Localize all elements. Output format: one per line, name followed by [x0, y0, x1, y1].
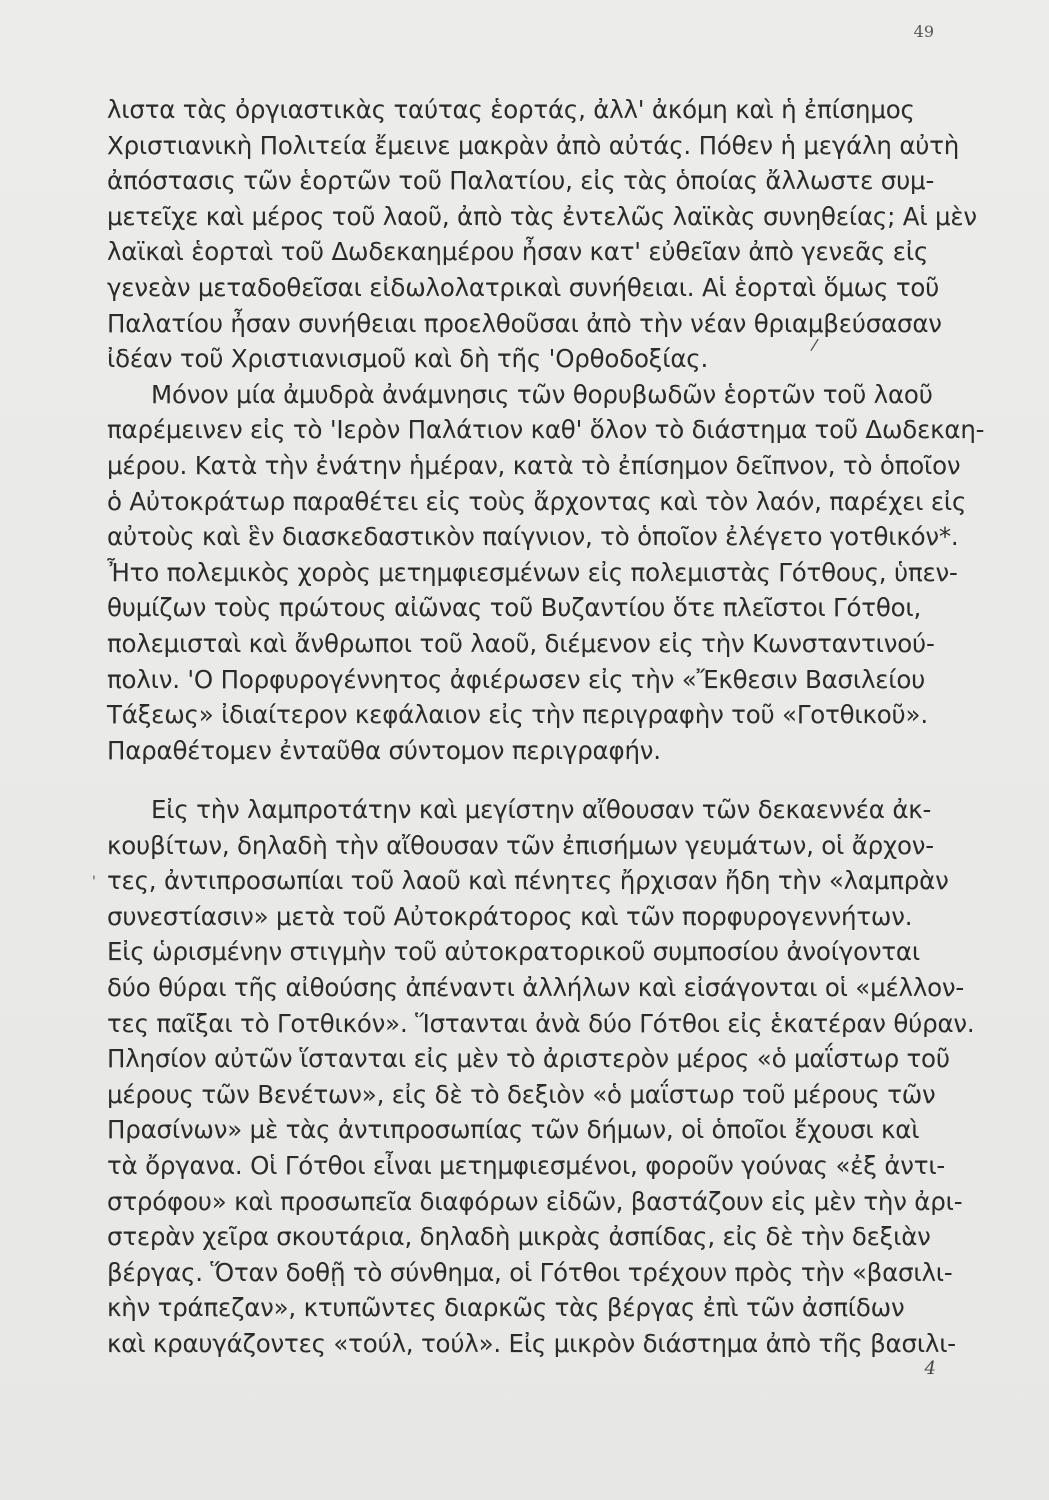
text-line: καὶ κραυγάζοντες «τούλ, τούλ». Εἰς μικρὸν διάστημα ἀπὸ τῆς βασιλι- [107, 1328, 956, 1358]
text-line: θυμίζων τοὺς πρώτους αἰῶνας τοῦ Βυζαντίου ὅτε πλεῖστοι Γότθοι, [107, 593, 922, 623]
paragraph-2 [107, 377, 985, 769]
text-line: μέρου. Κατὰ τὴν ἐνάτην ἡμέραν, κατὰ τὸ ἐπίσημον δεῖπνον, τὸ ὁποῖον [107, 450, 961, 480]
text-line: μετεῖχε καὶ μέρος τοῦ λαοῦ, ἀπὸ τὰς ἐντελῶς λαϊκὰς συνηθείας; Αἱ μὲν [107, 201, 977, 231]
text-line: λιστα τὰς ὀργιαστικὰς ταύτας ἑορτάς, ἀλλ' ἀκόμη καὶ ἡ ἐπίσημος [107, 95, 915, 124]
text-line: γενεὰν μεταδοθεῖσαι εἰδωλολατρικαὶ συνήθειαι. Αἱ ἑορταὶ ὅμως τοῦ [107, 272, 940, 302]
text-line: Τάξεως» ἰδιαίτερον κεφάλαιον εἰς τὴν περιγραφὴν τοῦ «Γοτθικοῦ». [107, 700, 928, 730]
paragraph-3 [107, 792, 975, 1362]
paragraph-1 [107, 92, 977, 377]
text-line: στερὰν χεῖρα σκουτάρια, δηλαδὴ μικρὰς ἀσπίδας, εἰς δὲ τὴν δεξιὰν [107, 1222, 931, 1252]
text-line: συνεστίασιν» μετὰ τοῦ Αὐτοκράτορος καὶ τῶν πορφυρογεννήτων. [107, 901, 913, 931]
text-line: λαϊκαὶ ἑορταὶ τοῦ Δωδεκαημέρου ἦσαν κατ' εὐθεῖαν ἀπὸ γενεᾶς εἰς [107, 237, 929, 267]
text-line: Εἰς ὡρισμένην στιγμὴν τοῦ αὐτοκρατορικοῦ συμποσίου ἀνοίγονται [107, 937, 920, 967]
text-line: αὐτοὺς καὶ ἓν διασκεδαστικὸν παίγνιον, τὸ ὁποῖον ἐλέγετο γοτθικόν*. [107, 522, 959, 552]
text-line: ἰδέαν τοῦ Χριστιανισμοῦ καὶ δὴ τῆς 'Ορθοδοξίας. [107, 344, 709, 374]
text-line: Χριστιανικὴ Πολιτεία ἔμεινε μακρὰν ἀπὸ αὐτάς. Πόθεν ἡ μεγάλη αὐτὴ [107, 130, 960, 160]
page-number: 49 [913, 22, 934, 41]
text-line: στρόφου» καὶ προσωπεῖα διαφόρων εἰδῶν, βαστάζουν εἰς μὲν τὴν ἀρι- [107, 1186, 963, 1216]
text-line: τὰ ὄργανα. Οἱ Γότθοι εἶναι μετημφιεσμένοι, φοροῦν γούνας «ἐξ ἀντι- [107, 1150, 946, 1180]
text-line: Μόνον μία ἀμυδρὰ ἀνάμνησις τῶν θορυβωδῶν ἑορτῶν τοῦ λαοῦ [151, 379, 933, 409]
text-line: Ἦτο πολεμικὸς χορὸς μετημφιεσμένων εἰς πολεμιστὰς Γότθους, ὑπεν- [107, 557, 958, 587]
text-line: ἀπόστασις τῶν ἑορτῶν τοῦ Παλατίου, εἰς τὰς ὁποίας ἄλλωστε συμ- [107, 166, 935, 196]
text-line: Παλατίου ἦσαν συνήθειαι προελθοῦσαι ἀπὸ τὴν νέαν θριαμβεύσασαν [107, 308, 942, 338]
text-line: δύο θύραι τῆς αἰθούσης ἀπέναντι ἀλλήλων καὶ εἰσάγονται οἱ «μέλλον- [107, 972, 965, 1002]
text-line: πολεμισταὶ καὶ ἄνθρωποι τοῦ λαοῦ, διέμενον εἰς τὴν Κωνσταντινού- [107, 628, 935, 658]
text-line: κουβίτων, δηλαδὴ τὴν αἴθουσαν τῶν ἐπισήμων γευμάτων, οἱ ἄρχον- [107, 830, 934, 860]
text-line: μέρους τῶν Βενέτων», εἰς δὲ τὸ δεξιὸν «ὁ μαΐστωρ τοῦ μέρους τῶν [107, 1079, 936, 1109]
text-line: παρέμεινεν εἰς τὸ 'Ιερὸν Παλάτιον καθ' ὅλον τὸ διάστημα τοῦ Δωδεκαη- [107, 415, 985, 445]
main-text-top [107, 92, 985, 768]
text-line: Εἰς τὴν λαμπροτάτην καὶ μεγίστην αἴθουσαν τῶν δεκαεννέα ἀκ- [151, 795, 932, 824]
text-line: κὴν τράπεζαν», κτυπῶντες διαρκῶς τὰς βέργας ἐπὶ τῶν ἀσπίδων [107, 1293, 905, 1323]
page-signature: 4 [924, 1358, 936, 1379]
main-text-bottom [107, 792, 975, 1362]
text-line: Πρασίνων» μὲ τὰς ἀντιπροσωπίας τῶν δήμων, οἱ ὁποῖοι ἔχουσι καὶ [107, 1115, 920, 1145]
text-line: τες, ἀντιπροσωπίαι τοῦ λαοῦ καὶ πένητες ἤρχισαν ἤδη τὴν «λαμπρὰν [107, 866, 949, 896]
text-line: Παραθέτομεν ἐνταῦθα σύντομον περιγραφήν. [107, 735, 661, 765]
text-line: πολιν. 'Ο Πορφυρογέννητος ἀφιέρωσεν εἰς τὴν «Ἔκθεσιν Βασιλείου [107, 664, 926, 694]
pen-mark: / [809, 334, 820, 355]
text-line: Πλησίον αὐτῶν ἵστανται εἰς μὲν τὸ ἀριστερὸν μέρος «ὁ μαΐστωρ τοῦ [107, 1044, 950, 1074]
text-line: βέργας. Ὅταν δοθῇ τὸ σύνθημα, οἱ Γότθοι τρέχουν πρὸς τὴν «βασιλι- [107, 1257, 953, 1287]
margin-mark: ' [92, 874, 96, 890]
text-line: τες παῖξαι τὸ Γοτθικόν». Ἵστανται ἀνὰ δύο Γότθοι εἰς ἑκατέραν θύραν. [107, 1008, 975, 1038]
text-line: ὁ Αὐτοκράτωρ παραθέτει εἰς τοὺς ἄρχοντας καὶ τὸν λαόν, παρέχει εἰς [107, 486, 967, 516]
